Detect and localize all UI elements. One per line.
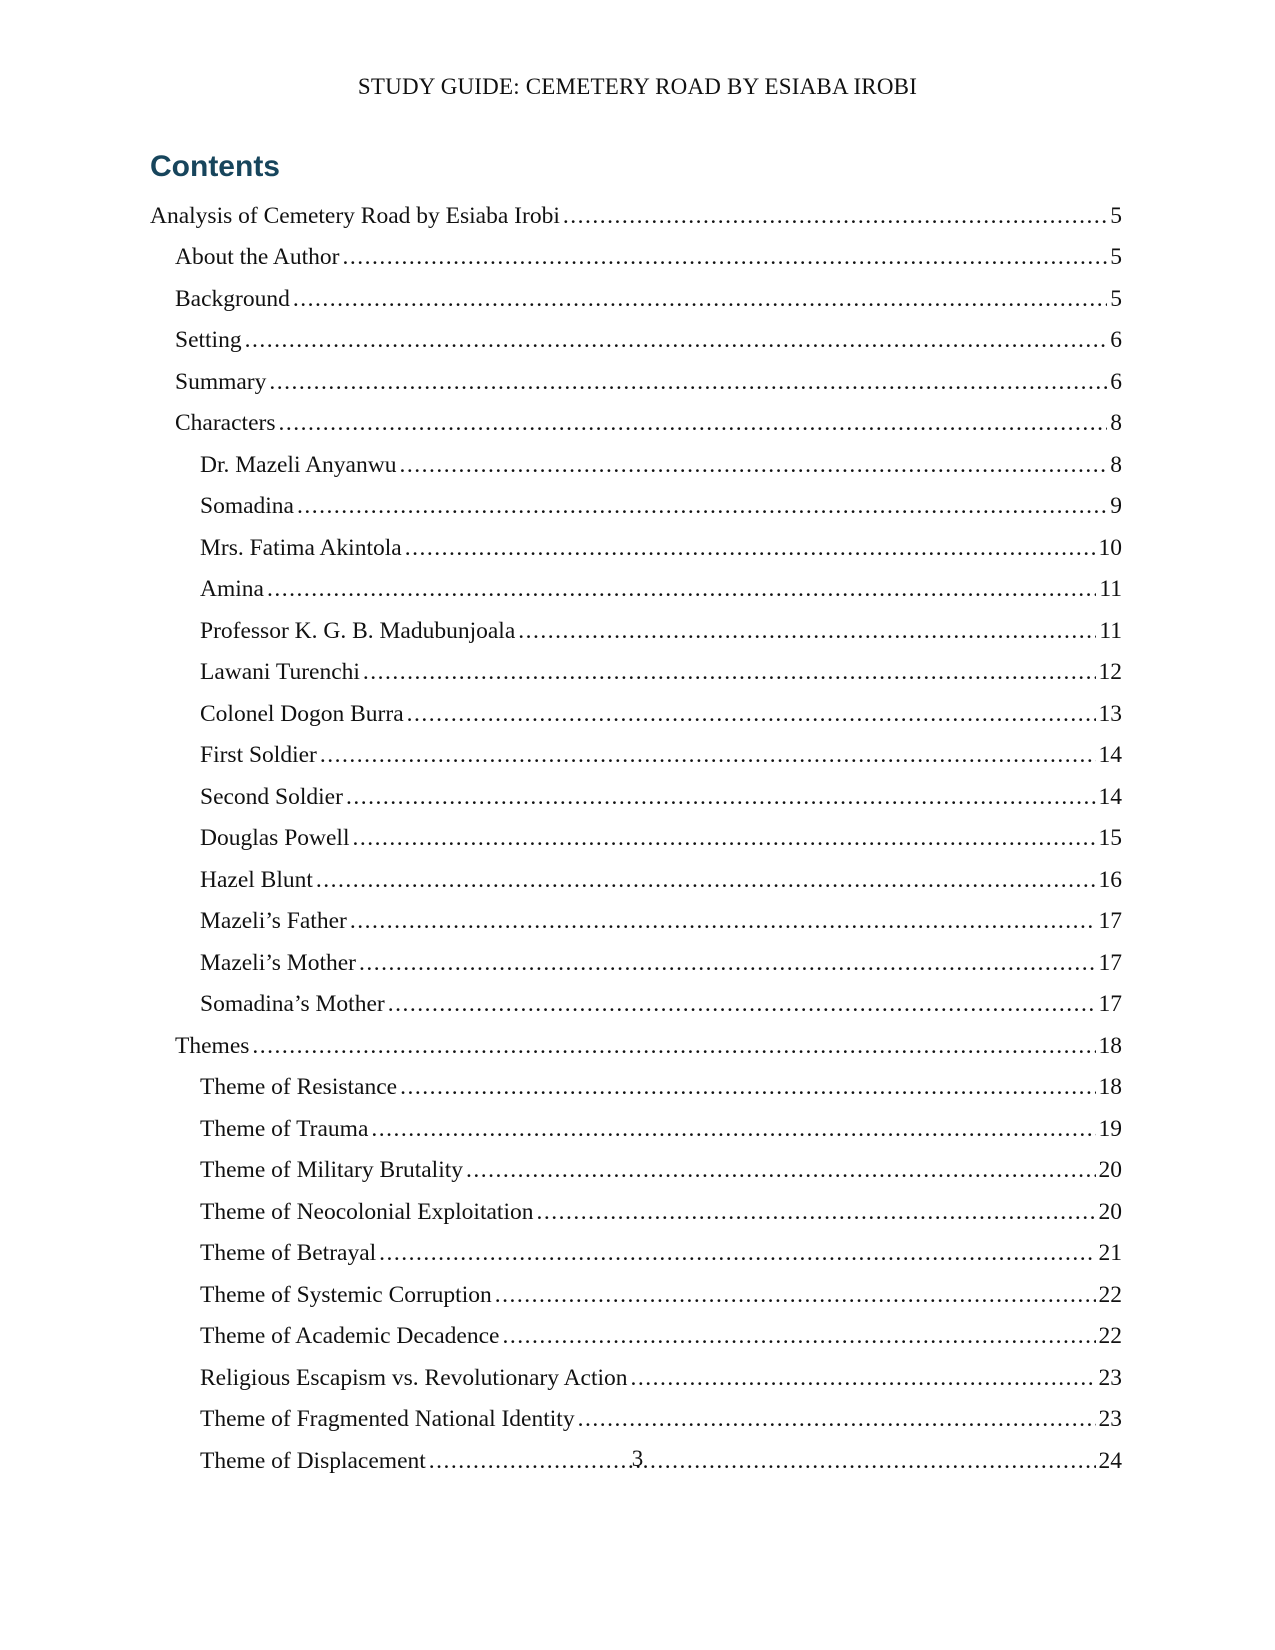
toc-entry[interactable] <box>150 522 1122 564</box>
toc-entry[interactable] <box>150 398 1122 440</box>
toc-entry-page: 5 <box>1110 285 1122 312</box>
toc-entry-title: Background <box>175 285 290 312</box>
toc-entry[interactable] <box>150 439 1122 481</box>
toc-dot-leader <box>388 988 1096 1020</box>
toc-entry-page: 24 <box>1098 1447 1122 1474</box>
toc-entry-page: 21 <box>1098 1240 1122 1266</box>
toc-entry-title: Summary <box>175 368 267 395</box>
toc-entry[interactable] <box>150 1394 1122 1436</box>
toc-dot-leader <box>350 905 1096 937</box>
toc-entry-page: 12 <box>1098 659 1122 685</box>
toc-entry-page: 8 <box>1110 451 1122 478</box>
toc-entry-title: Mazeli’s Father <box>200 908 347 934</box>
toc-entry-title: Douglas Powell <box>200 825 350 851</box>
toc-entry[interactable] <box>150 1352 1122 1394</box>
toc-dot-leader <box>536 1196 1095 1228</box>
toc-entry[interactable] <box>150 232 1122 274</box>
toc-dot-leader <box>371 1113 1095 1145</box>
toc-dot-leader <box>352 822 1095 854</box>
toc-entry-title: Theme of Military Brutality <box>200 1157 464 1183</box>
toc-entry[interactable] <box>150 481 1122 523</box>
toc-entry-page: 14 <box>1098 742 1122 768</box>
toc-entry[interactable] <box>150 190 1122 232</box>
toc-entry-page: 23 <box>1098 1406 1122 1432</box>
toc-dot-leader <box>359 947 1096 979</box>
toc-entry-title: Somadina’s Mother <box>200 991 385 1017</box>
toc-dot-leader <box>267 573 1096 605</box>
toc-title: Contents <box>150 150 280 183</box>
toc-entry[interactable] <box>150 854 1122 896</box>
toc-entry-title: Mazeli’s Mother <box>200 949 356 976</box>
toc-entry-title: Theme of Displacement <box>200 1447 426 1474</box>
toc-entry-page: 17 <box>1098 908 1122 934</box>
toc-dot-leader <box>495 1279 1096 1311</box>
toc-entry-title: Second Soldier <box>200 783 343 810</box>
toc-entry[interactable] <box>150 356 1122 398</box>
toc-dot-leader <box>407 698 1096 730</box>
toc-entry-title: Somadina <box>200 493 294 519</box>
toc-dot-leader <box>405 532 1096 564</box>
toc-entry-title: Colonel Dogon Burra <box>200 700 404 727</box>
toc-entry[interactable] <box>150 1269 1122 1311</box>
toc-dot-leader <box>363 656 1096 688</box>
toc-entry[interactable] <box>150 771 1122 813</box>
toc-entry-title: First Soldier <box>200 742 317 768</box>
toc-entry-page: 6 <box>1110 327 1122 353</box>
running-header: STUDY GUIDE: CEMETERY ROAD BY ESIABA IROBI <box>357 74 918 99</box>
toc-entry[interactable] <box>150 1020 1122 1062</box>
toc-dot-leader <box>379 1237 1095 1269</box>
toc-entry-title: Characters <box>175 410 276 436</box>
toc-entry[interactable] <box>150 688 1122 730</box>
toc-entry-page: 13 <box>1098 700 1122 727</box>
toc-dot-leader <box>466 1154 1095 1186</box>
toc-entry-title: Theme of Neocolonial Exploitation <box>200 1198 534 1225</box>
toc-entry-page: 5 <box>1110 202 1122 229</box>
toc-entry-page: 16 <box>1098 866 1122 893</box>
toc-entry[interactable] <box>150 1145 1122 1187</box>
toc-dot-leader <box>400 1071 1095 1103</box>
toc-entry[interactable] <box>150 979 1122 1021</box>
toc-entry-page: 6 <box>1110 368 1122 395</box>
toc-entry-page: 14 <box>1098 783 1122 810</box>
toc-entry[interactable] <box>150 1186 1122 1228</box>
table-of-contents <box>150 190 1122 1477</box>
toc-dot-leader <box>343 241 1108 273</box>
toc-dot-leader <box>320 739 1096 771</box>
toc-dot-leader <box>631 1362 1096 1394</box>
toc-entry[interactable] <box>150 1311 1122 1353</box>
toc-dot-leader <box>578 1403 1096 1435</box>
toc-entry[interactable] <box>150 273 1122 315</box>
toc-entry-title: Amina <box>200 576 264 602</box>
toc-entry[interactable] <box>150 937 1122 979</box>
toc-entry-page: 17 <box>1098 991 1122 1017</box>
toc-entry-page: 5 <box>1110 244 1122 270</box>
page-number: 3 <box>631 1446 644 1471</box>
toc-entry-page: 19 <box>1098 1115 1122 1142</box>
toc-entry-page: 17 <box>1098 949 1122 976</box>
toc-entry-title: Mrs. Fatima Akintola <box>200 534 402 561</box>
toc-dot-leader <box>563 200 1107 232</box>
toc-entry-page: 23 <box>1098 1364 1122 1391</box>
toc-entry[interactable] <box>150 813 1122 855</box>
toc-entry-title: Analysis of Cemetery Road by Esiaba Irobi <box>150 202 560 229</box>
toc-dot-leader <box>245 324 1107 356</box>
toc-entry-title: Theme of Fragmented National Identity <box>200 1406 575 1432</box>
toc-entry-title: Hazel Blunt <box>200 866 313 893</box>
toc-entry-title: Religious Escapism vs. Revolutionary Action <box>200 1364 628 1391</box>
toc-dot-leader <box>502 1320 1095 1352</box>
toc-entry-page: 18 <box>1098 1074 1122 1100</box>
toc-entry-page: 10 <box>1098 534 1122 561</box>
toc-entry[interactable] <box>150 605 1122 647</box>
toc-entry[interactable] <box>150 896 1122 938</box>
toc-entry-title: Dr. Mazeli Anyanwu <box>200 451 397 478</box>
toc-entry-title: Theme of Resistance <box>200 1074 398 1100</box>
toc-entry-title: Setting <box>175 327 242 353</box>
toc-entry-title: Theme of Betrayal <box>200 1240 377 1266</box>
toc-entry[interactable] <box>150 1103 1122 1145</box>
toc-entry-page: 22 <box>1098 1323 1122 1349</box>
toc-entry[interactable] <box>150 564 1122 606</box>
toc-entry-title: Theme of Trauma <box>200 1115 369 1142</box>
toc-dot-leader <box>346 781 1096 813</box>
toc-dot-leader <box>297 490 1107 522</box>
toc-entry[interactable] <box>150 730 1122 772</box>
toc-entry-page: 20 <box>1098 1198 1122 1225</box>
toc-entry-page: 22 <box>1098 1281 1122 1308</box>
toc-entry-page: 8 <box>1110 410 1122 436</box>
toc-entry-title: Lawani Turenchi <box>200 659 360 685</box>
toc-entry-page: 11 <box>1099 617 1122 644</box>
toc-entry-title: Theme of Academic Decadence <box>200 1323 500 1349</box>
toc-entry-page: 9 <box>1110 493 1122 519</box>
toc-dot-leader <box>316 864 1096 896</box>
toc-dot-leader <box>518 615 1096 647</box>
toc-entry[interactable] <box>150 1228 1122 1270</box>
toc-dot-leader <box>269 366 1107 398</box>
toc-entry-page: 11 <box>1099 576 1122 602</box>
toc-entry-title: About the Author <box>175 244 340 270</box>
toc-entry-title: Theme of Systemic Corruption <box>200 1281 492 1308</box>
toc-entry-page: 20 <box>1098 1157 1122 1183</box>
toc-entry[interactable] <box>150 1062 1122 1104</box>
toc-dot-leader <box>278 407 1107 439</box>
toc-entry-title: Themes <box>175 1032 250 1059</box>
toc-dot-leader <box>293 283 1107 315</box>
toc-entry-title: Professor K. G. B. Madubunjoala <box>200 617 516 644</box>
toc-dot-leader <box>399 449 1107 481</box>
toc-entry[interactable] <box>150 315 1122 357</box>
toc-entry[interactable] <box>150 647 1122 689</box>
toc-entry-page: 15 <box>1098 825 1122 851</box>
toc-entry-page: 18 <box>1098 1032 1122 1059</box>
toc-dot-leader <box>252 1030 1095 1062</box>
